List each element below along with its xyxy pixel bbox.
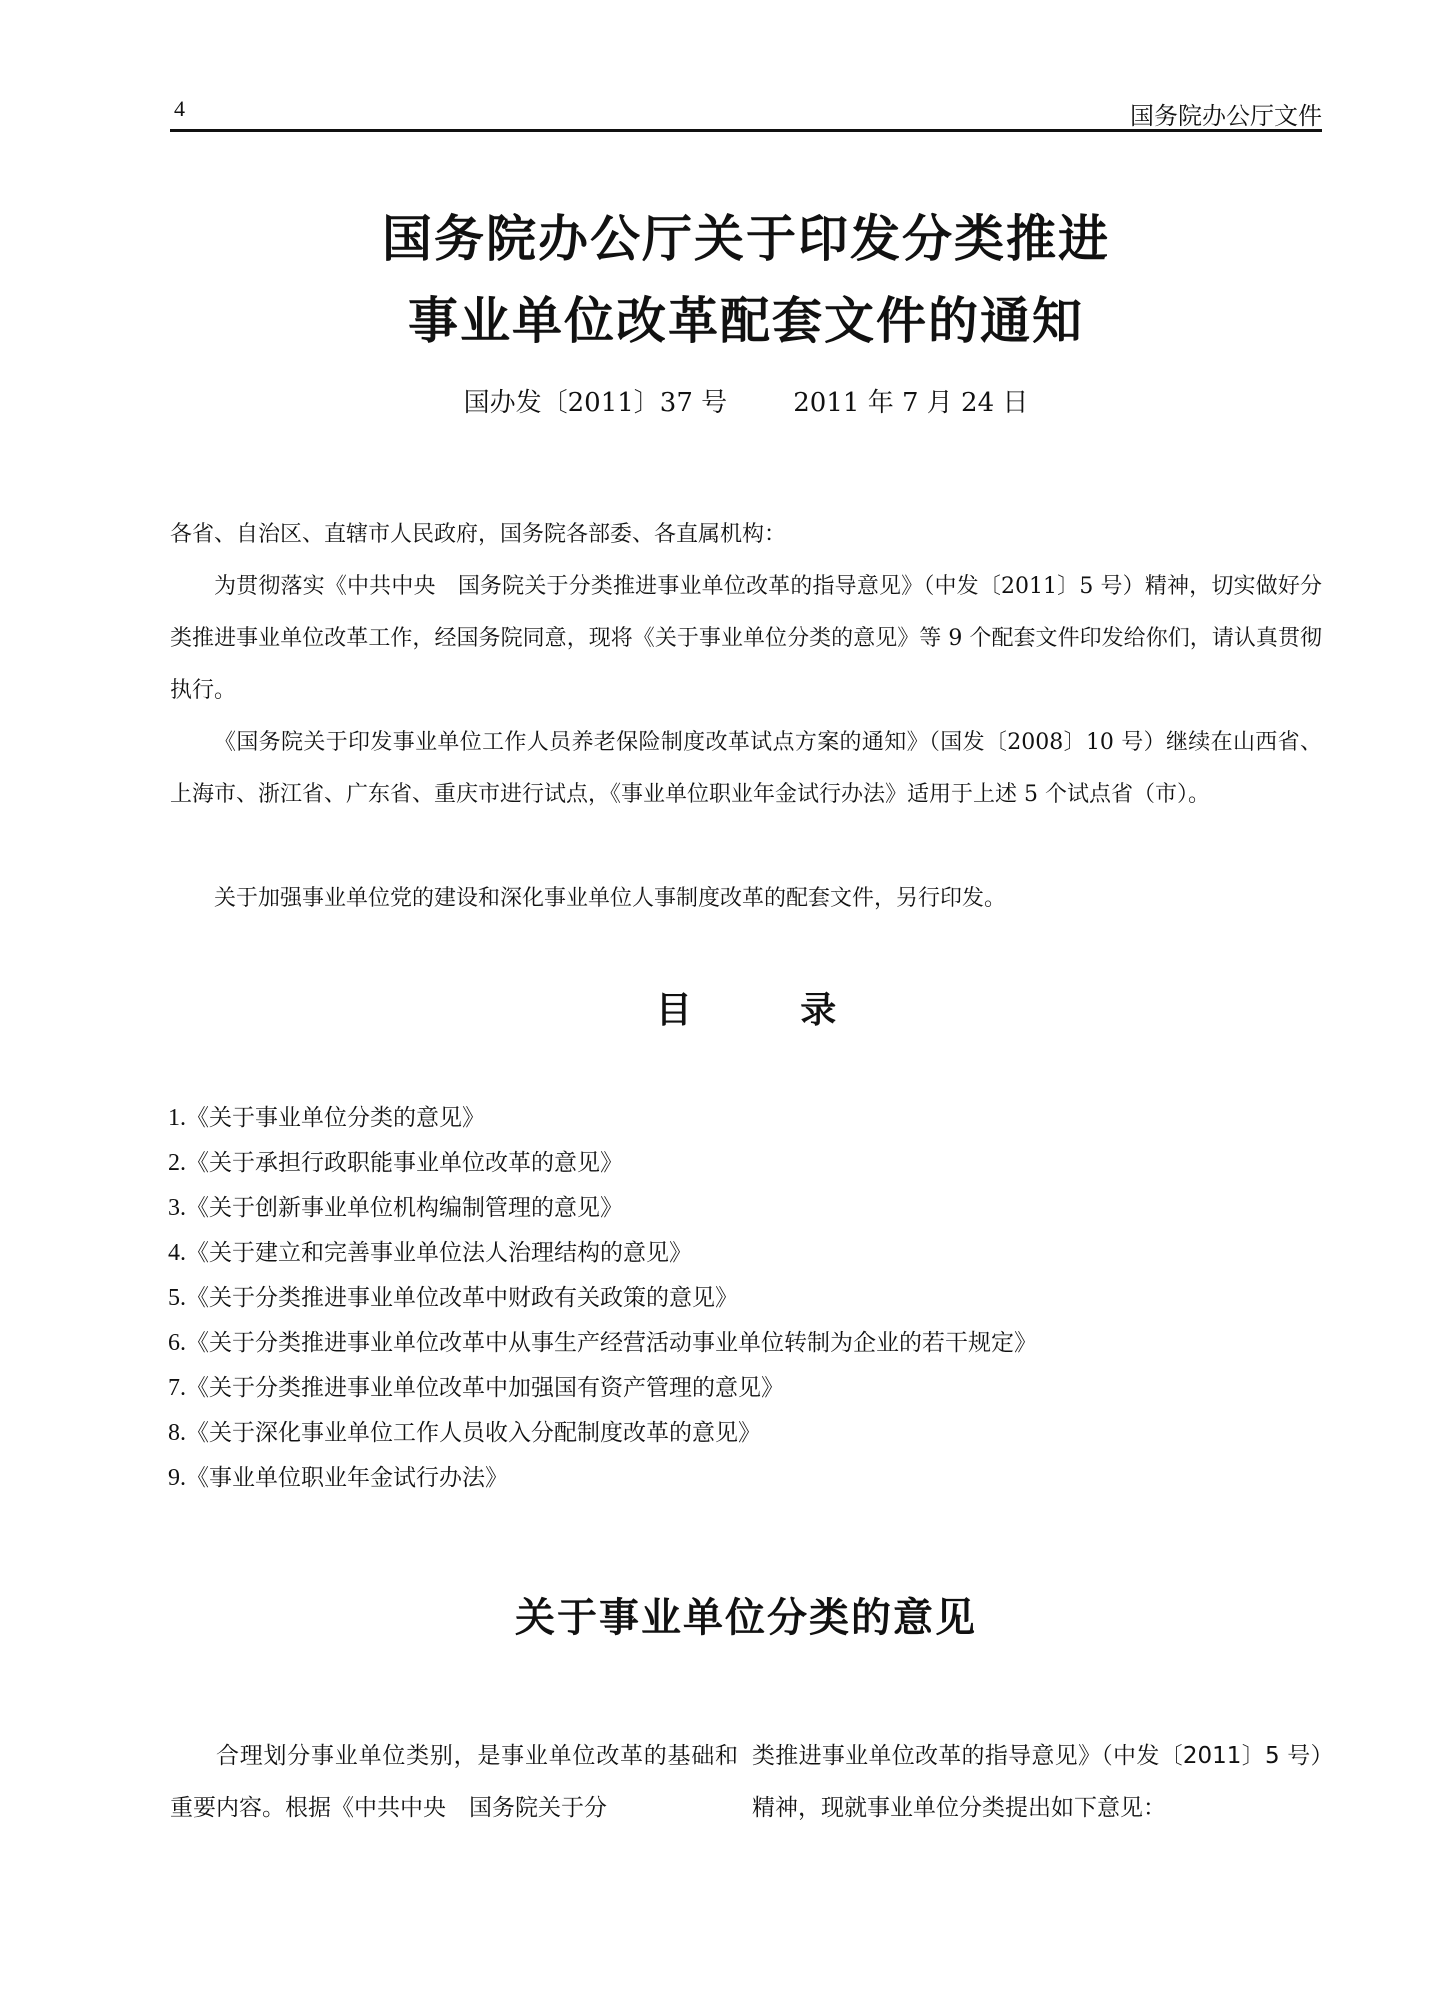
toc-item-text: 《关于建立和完善事业单位法人治理结构的意见》 <box>186 1240 692 1266</box>
toc-item <box>168 1411 1320 1456</box>
toc-item-text: 《关于事业单位分类的意见》 <box>186 1105 485 1131</box>
toc-item-text: 《关于分类推进事业单位改革中加强国有资产管理的意见》 <box>186 1375 784 1401</box>
toc-item-number: 1. <box>168 1105 186 1131</box>
section-column-right: 类推进事业单位改革的指导意见》（中发〔2011〕5 号）精神，现就事业单位分类提出如下意见： <box>752 1743 1322 1821</box>
body-paragraph-3: 关于加强事业单位党的建设和深化事业单位人事制度改革的配套文件，另行印发。 <box>214 886 1007 911</box>
page-header <box>170 92 1322 128</box>
toc-item-text: 《关于深化事业单位工作人员收入分配制度改革的意见》 <box>186 1420 761 1446</box>
toc-item-text: 《关于承担行政职能事业单位改革的意见》 <box>186 1150 623 1176</box>
document-title-line-1: 国务院办公厅关于印发分类推进 <box>382 210 1110 268</box>
document-meta <box>170 390 1322 416</box>
toc-item-number: 9. <box>168 1465 186 1491</box>
toc-item-text: 《关于分类推进事业单位改革中财政有关政策的意见》 <box>186 1285 738 1311</box>
toc-item-number: 8. <box>168 1420 186 1446</box>
header-rule <box>170 129 1322 132</box>
toc-item-text: 《关于分类推进事业单位改革中从事生产经营活动事业单位转制为企业的若干规定》 <box>186 1330 1037 1356</box>
toc-item <box>168 1321 1320 1366</box>
toc-item <box>168 1186 1320 1231</box>
toc-item-number: 3. <box>168 1195 186 1221</box>
toc-heading: 目 录 <box>655 990 837 1031</box>
section-column-left: 合理划分事业单位类别，是事业单位改革的基础和重要内容。根据《中共中央 国务院关于分 <box>170 1743 738 1821</box>
body-paragraph-2: 《国务院关于印发事业单位工作人员养老保险制度改革试点方案的通知》（国发〔2008〕10 号）继续在山西省、上海市、浙江省、广东省、重庆市进行试点，《事业单位职业年金试行办法》适用于上述 5 个试点省（市）。 <box>170 730 1322 807</box>
section-title: 关于事业单位分类的意见 <box>515 1595 977 1641</box>
body-paragraph-1: 为贯彻落实《中共中央 国务院关于分类推进事业单位改革的指导意见》（中发〔2011〕5 号）精神，切实做好分类推进事业单位改革工作，经国务院同意，现将《关于事业单位分类的意见》等 9 个配套文件印发给你们，请认真贯彻执行。 <box>170 574 1322 703</box>
toc-item-number: 4. <box>168 1240 186 1266</box>
toc-item <box>168 1276 1320 1321</box>
toc-item <box>168 1366 1320 1411</box>
toc-item <box>168 1096 1320 1141</box>
document-title-line-2: 事业单位改革配套文件的通知 <box>408 292 1084 350</box>
page-number: 4 <box>174 96 185 121</box>
toc-item-number: 5. <box>168 1285 186 1311</box>
toc-item-text: 《关于创新事业单位机构编制管理的意见》 <box>186 1195 623 1221</box>
document-number: 国办发〔2011〕37 号 <box>463 388 728 418</box>
toc-item-number: 7. <box>168 1375 186 1401</box>
toc-item-text: 《事业单位职业年金试行办法》 <box>186 1465 508 1491</box>
table-of-contents <box>168 1096 1320 1501</box>
document-date: 2011 年 7 月 24 日 <box>793 388 1029 418</box>
toc-item-number: 2. <box>168 1150 186 1176</box>
toc-item <box>168 1456 1320 1501</box>
addressee: 各省、自治区、直辖市人民政府，国务院各部委、各直属机构： <box>170 522 787 547</box>
toc-item <box>168 1141 1320 1186</box>
toc-item-number: 6. <box>168 1330 186 1356</box>
running-title: 国务院办公厅文件 <box>1130 102 1322 130</box>
toc-item <box>168 1231 1320 1276</box>
